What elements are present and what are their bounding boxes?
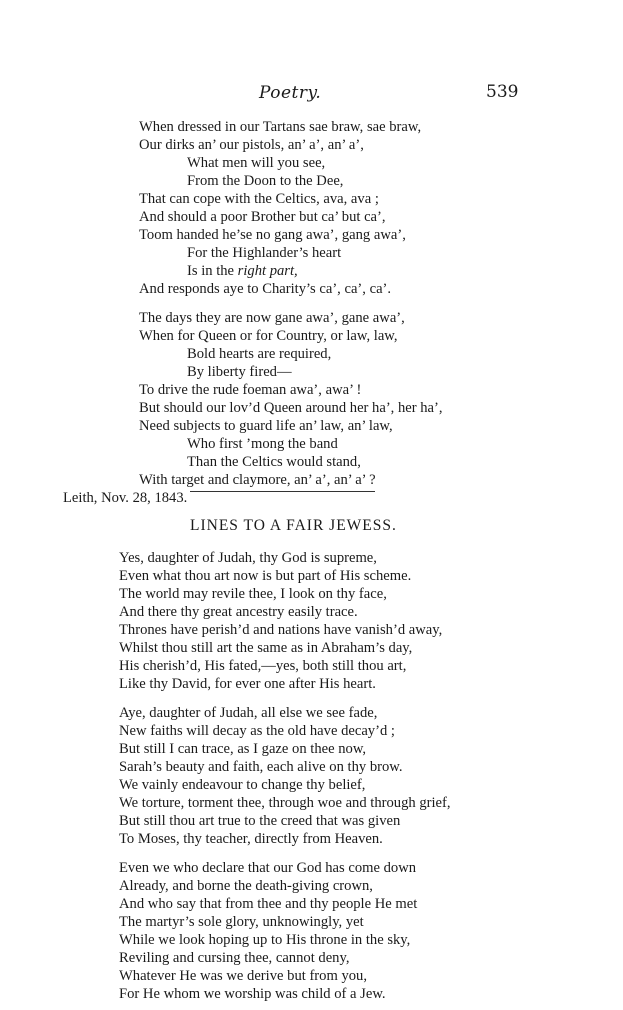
poem-line: Need subjects to guard life an’ law, an’ law, bbox=[139, 418, 393, 434]
poem-line: To drive the rude foeman awa’, awa’ ! bbox=[139, 382, 362, 398]
poem-line: And should a poor Brother but ca’ but ca’, bbox=[139, 209, 386, 225]
poem-line: Thrones have perish’d and nations have vanish’d away, bbox=[119, 622, 443, 638]
poem-line: For He whom we worship was child of a Jew. bbox=[119, 986, 386, 1002]
poem-line: When dressed in our Tartans sae braw, sae braw, bbox=[139, 119, 422, 135]
poem-line: What men will you see, bbox=[187, 155, 326, 171]
poem-line: The world may revile thee, I look on thy face, bbox=[119, 586, 387, 602]
italic-phrase: right part, bbox=[237, 263, 298, 279]
poem-line: Than the Celtics would stand, bbox=[187, 454, 361, 470]
poem-line: And responds aye to Charity’s ca’, ca’, ca’. bbox=[139, 281, 392, 297]
poem-line: The martyr’s sole glory, unknowingly, yet bbox=[119, 914, 364, 930]
page-number: 539 bbox=[486, 82, 519, 102]
poem-line: Our dirks an’ our pistols, an’ a’, an’ a’, bbox=[139, 137, 364, 153]
poem-line: Even we who declare that our God has come down bbox=[119, 860, 417, 876]
poem-line: Who first ’mong the band bbox=[187, 436, 338, 452]
poem-line: And who say that from thee and thy people He met bbox=[119, 896, 418, 912]
poem-line-text: Is in the bbox=[187, 263, 238, 279]
poem-line bbox=[187, 262, 298, 280]
poem-line: But still thou art true to the creed that was given bbox=[119, 813, 401, 829]
poem-line: Even what thou art now is but part of His scheme. bbox=[119, 568, 412, 584]
poem-line: That can cope with the Celtics, ava, ava ; bbox=[139, 191, 379, 207]
poem-line: Bold hearts are required, bbox=[187, 346, 332, 362]
signoff: Leith, Nov. 28, 1843. bbox=[63, 490, 188, 506]
poem-line: We vainly endeavour to change thy belief, bbox=[119, 777, 366, 793]
poem-line: When for Queen or for Country, or law, law, bbox=[139, 328, 398, 344]
poem-line: Toom handed he’se no gang awa’, gang awa’, bbox=[139, 227, 406, 243]
poem-line: Sarah’s beauty and faith, each alive on thy brow. bbox=[119, 759, 403, 775]
poem-line: By liberty fired— bbox=[187, 364, 292, 380]
poem-line: To Moses, thy teacher, directly from Heaven. bbox=[119, 831, 383, 847]
poem-line: And there thy great ancestry easily trace. bbox=[119, 604, 358, 620]
poem-line: From the Doon to the Dee, bbox=[187, 173, 344, 189]
poem-line: With target and claymore, an’ a’, an’ a’ ? bbox=[139, 472, 376, 488]
poem-line: His cherish’d, His fated,—yes, both still thou art, bbox=[119, 658, 407, 674]
poem-line: Aye, daughter of Judah, all else we see fade, bbox=[119, 705, 378, 721]
poem-line: But still I can trace, as I gaze on thee now, bbox=[119, 741, 367, 757]
poem-line: New faiths will decay as the old have decay’d ; bbox=[119, 723, 395, 739]
poem-line: For the Highlander’s heart bbox=[187, 245, 342, 261]
poem-line: Whilst thou still art the same as in Abraham’s day, bbox=[119, 640, 413, 656]
section-divider bbox=[190, 491, 375, 492]
poem-line: We torture, torment thee, through woe and through grief, bbox=[119, 795, 451, 811]
poem-line: Like thy David, for ever one after His heart. bbox=[119, 676, 376, 692]
poem-line: The days they are now gane awa’, gane awa’, bbox=[139, 310, 405, 326]
poem-line: Already, and borne the death-giving crown, bbox=[119, 878, 373, 894]
poem-line: Yes, daughter of Judah, thy God is supreme, bbox=[119, 550, 377, 566]
poem-line: While we look hoping up to His throne in the sky, bbox=[119, 932, 411, 948]
poem-line: Whatever He was we derive but from you, bbox=[119, 968, 368, 984]
poem-line: But should our lov’d Queen around her ha’, her ha’, bbox=[139, 400, 443, 416]
poem-title: LINES TO A FAIR JEWESS. bbox=[190, 517, 397, 534]
poem-line: Reviling and cursing thee, cannot deny, bbox=[119, 950, 350, 966]
running-title: Poetry. bbox=[259, 83, 322, 103]
